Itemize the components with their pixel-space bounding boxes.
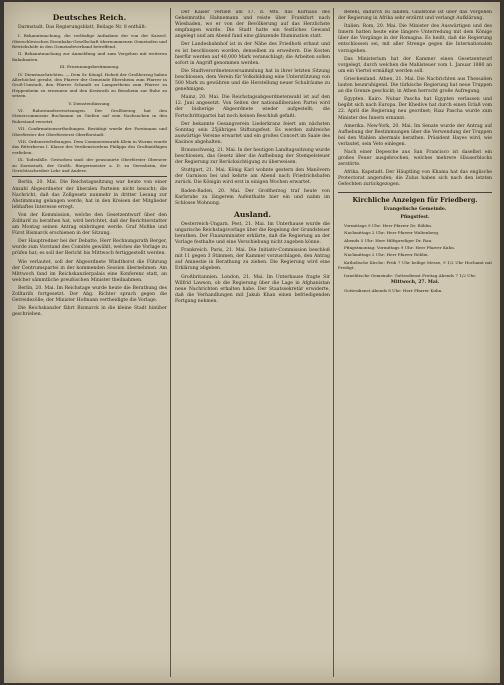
- article-paragraph: Berlin, 20. Mai. Im Reichstage wurde heute die Berathung des Zolltarifs fortgesetzt. Der Abg. Richter sprach gegen die Getreidezölle; der Minister Hofmann vertheidigte die Vorlage.: [12, 285, 167, 304]
- article-paragraph: Frankreich. Paris, 21. Mai. Die Initiativ-Commission beschloß mit 11 gegen 3 Stimmen, der Kammer vorzuschlagen, den Antrag auf Amnestie in Berathung zu ziehen. Die Regierung wird eine Erklärung abgeben.: [175, 248, 330, 272]
- newspaper-page: [4, 2, 500, 683]
- article-paragraph: Braunschweig, 21. Mai. In der heutigen Landtagssitzung wurde beschlossen, das Gesetz über die Aufhebung der Stempelsteuer der Regierung zur Berücksichtigung zu überweisen.: [175, 147, 330, 166]
- article-paragraph: Oesterreich-Ungarn. Pest, 21. Mai. Im Unterhause wurde die ungarische Reichstagsvorlage über die Regelung der Grundsteuer berathen. Der Finanzminister erklärte, daß die Regierung an der Vorlage festhalte und eine Verschiebung nicht zugeben könne.: [175, 221, 330, 246]
- article-item: IV. Dienstnachrichten. — Dem Sr. Königl. Hoheit der Großherzog haben Allerhöchst geruht, den Pfarrer der Gemeinde Ebersheim zum Pfarrer in Groß-Umstadt, den Pfarrer Schmidt zu Lampertheim zum Pfarrer zu Heppenheim zu ernennen und den Kreisrath zu Bensheim zur Ruhe zu setzen.: [12, 71, 167, 99]
- article-paragraph: Mainz, 20. Mai. Die Reichstagsabgeordnetenwahl ist auf den 12. Juni angesetzt. Von Seiten der nationalliberalen Partei wird der bisherige Abgeordnete wieder aufgestellt; die Fortschrittspartei hat noch keinen Beschluß gefaßt.: [175, 95, 330, 119]
- article-paragraph: Italien. Rom, 20. Mai. Die Minister des Auswärtigen und des Innern hatten heute eine längere Unterredung mit dem Könige über die Vorgänge in der Romagna. Es heißt, daß die Regierung entschlossen sei, mit aller Strenge gegen die Internationalen vorzugehen.: [338, 24, 492, 54]
- article-paragraph: Die Reichskanzler fährt Bismarck in die kleine Stadt hinüber geschrieben.: [12, 306, 167, 318]
- article-paragraph: Stuttgart, 21. Mai. König Karl wohnte gestern den Manövern der Garnison bei und kehrte am Abend nach Friedrichshafen zurück. Die Königin wird erst in einigen Wochen erwartet.: [175, 168, 330, 186]
- column-rule: [333, 8, 334, 677]
- article-paragraph: Berlin, 20. Mai. Die Reichstagssitzung war heute von einer Anzahl Abgeordneter der liberalen Parteien nicht besucht; die Nachricht, daß das Zollgesetz nunmehr in dritter Lesung zur Abstimmung gelangen werde, hat in den Kreisen der Mitglieder lebhaftes Interesse erregt.: [12, 180, 167, 210]
- article-paragraph: Egypten. Kairo. Nubar Pascha hat Egypten verlassen und begibt sich nach Europa. Der Khedive hat durch einen Erlaß vom 22. April die Regierung neu geordnet; Riaz Pascha wurde zum Minister des Innern ernannt.: [338, 97, 492, 121]
- article-item: II. Bekanntmachung zur Anmeldung und zum Vorgehen mit weiteren Bahnbauten.: [12, 51, 167, 62]
- article-paragraph: Nach einer Depesche aus San Francisco ist daselbst ein großes Feuer ausgebrochen, welches mehrere Häuserblocks zerstörte.: [338, 149, 492, 168]
- article-paragraph: Großbritannien. London, 21. Mai. Im Unterhause fragte Sir Wilfrid Lawson, ob die Regierung über die Lage in Afghanistan neue Nachrichten erhalten habe. Der Staatssekretär erwiderte, daß die Verhandlungen mit Jakub Khan einen befriedigenden Fortgang nehmen.: [175, 274, 330, 304]
- article-item: IX. Todesfälle. Gestorben sind: der pensionirte Oberförster Oberseer zu Darmstadt, der Großh. Bürgermeister a. D. zu Gernsheim, der Gerichtsschreiber Lehr und Andere.: [12, 157, 167, 174]
- notices-subheading: Evangelische Gemeinde.: [383, 206, 447, 212]
- notices-day: Pfingstfest.: [400, 214, 430, 220]
- article-paragraph: Der bekannte Gesangverein Liederkranz feiert am nächsten Sonntag sein 25jähriges Stiftungsfest. Es werden zahlreiche auswärtige Vereine erwartet und ein großes Concert im Saale des Kasinos abgehalten.: [175, 121, 330, 145]
- column-right: [338, 10, 492, 675]
- notice-line: Abends 5 Uhr: Herr Hilfsprediger Dr. Rau.: [344, 237, 433, 243]
- article-paragraph: Wie verlautet, soll der Abgeordnete Windthorst die Führung der Centrumspartei in der kommenden Session übernehmen. Am Mittwoch fand im Reichskanzlerpalais eine Konferenz statt, an welcher sämmtliche preußischen Minister theilnahmen.: [12, 259, 167, 283]
- divider: [12, 176, 167, 177]
- notice-line: Nachmittags 2 Uhr: Herr Pfarrer Röhlin.: [344, 252, 429, 258]
- section-heading: Deutsches Reich.: [52, 13, 127, 22]
- article-paragraph: Griechenland. Athen, 21. Mai. Die Nachrichten aus Thessalien lauten beunruhigend. Die türkische Regierung hat neue Truppen an die Grenze geschickt; in Athen herrscht große Aufregung.: [338, 76, 492, 95]
- notices-heading: Kirchliche Anzeigen für Friedberg.: [352, 195, 478, 204]
- column-left: [12, 10, 167, 675]
- article-item: VII. Confirmationsertheilungen. Bestätigt wurde der Forstmann und Oberförster der Oberförsterei Oberflorstadt.: [12, 126, 167, 137]
- notices-footer: Gottesdienst Abends 8 Uhr: Herr Pfarrer Kuhn.: [344, 288, 443, 294]
- notices-footer-day: Mittwoch, 27. Mai.: [390, 279, 440, 285]
- article-paragraph: Der Landesbahnhof ist in der Nähe des Friedhofs erbaut und es ist beschlossen worden, denselben zu erweitern. Die Kosten hierfür werden auf 40,000 Mark veranschlagt; die Arbeiten sollen sofort in Angriff genommen werden.: [175, 42, 330, 66]
- article-lead: Befehl, dadurch zu landen. Gladstone ist über das Vorgehen der Regierung in Afrika sehr erzürnt und verlangt Aufklärung.: [338, 10, 492, 22]
- column-rule: [170, 8, 171, 677]
- article-item: VIII. Ordensverleihungen. Dem Commerzienrath Klein in Worms wurde das Ritterkreuz I. Klasse des Verdienstordens Philipps des Großmüthigen verliehen.: [12, 139, 167, 155]
- article-paragraph: Die Stadtverordnetenversammlung hat in ihrer letzten Sitzung beschlossen, dem Verein für Volksbildung eine Unterstützung von 500 Mark zu gewähren und die Herstellung neuer Schulräume zu genehmigen.: [175, 68, 330, 93]
- notice-line: Israelitische Gemeinde: Gottesdienst Freitag Abends 7 1/2 Uhr.: [344, 272, 477, 278]
- notice-line: Nachmittags 2 Uhr: Herr Pfarrer Waltenberg.: [344, 230, 440, 236]
- section-heading: Ausland.: [234, 209, 271, 219]
- article-lead: Der Kaiser verließ am 17. d. Mts. das Kurhaus des Geheimraths Hahnemann und reiste über Frankfurt nach Wiesbaden, wo er von der Bevölkerung auf das Herzlichste empfangen wurde. Die Stadt hatte ein festliches Gewand angelegt und am Abend fand eine glänzende Illumination statt.: [175, 10, 330, 40]
- notice-line: Pfingstmontag: Vormittags 9 Uhr: Herr Pfarrer Kuhn.: [344, 244, 456, 250]
- article-item: I. Bekanntmachung, die vorläufige Aufnahme der von der Kaiserl. Oberschlesischen Eisenbahn-Gesellschaft übernommenen Gemeinden und Betriebshöfe in den Gemeindeverband betreffend.: [12, 33, 167, 49]
- article-paragraph: Afrika. Kapstadt. Der Häuptling von Khama hat das englische Protectorat angerufen; die Zulus haben sich nach den letzten Gefechten zurückgezogen.: [338, 170, 492, 188]
- divider: [338, 192, 492, 193]
- article-lead: Darmstadt. Das Regierungsblatt, Beilage Nr. 8 enthält:: [18, 25, 147, 30]
- article-item: III. Ernennungsbestimmung.: [59, 64, 120, 70]
- article-paragraph: Baden-Baden, 20. Mai. Der Großherzog traf heute von Karlsruhe zu längerem Aufenthalte hier ein und nahm im Schlosse Wohnung.: [175, 188, 330, 206]
- article-item: VI. Ruhestandsversetzungen. Der Großherzog hat den Steuercommissär Buchmann zu Gießen auf sein Nachsuchen in den Ruhestand versetzt.: [12, 107, 167, 124]
- notice-line: Vormittags 9 Uhr: Herr Pfarrer Dr. Röhlin.: [344, 222, 433, 228]
- article-paragraph: Der Hauptredner bei der Debatte, Herr Rechnungsrath Berger, wurde zum Vorstand des Comités gewählt, welches die Vorlage zu prüfen hat; es soll der Bericht bis Mittwoch fertiggestellt werden.: [12, 239, 167, 257]
- article-paragraph: Das Ministerium hat der Kammer einen Gesetzentwurf vorgelegt, durch welchen die Mahlsteuer vom 1. Januar 1880 an um ein Viertel ermäßigt werden soll.: [338, 56, 492, 74]
- notice-line: Katholische Kirche: Früh 7 Uhr heilige Messe, 9 1/2 Uhr Hochamt mit Predigt.: [338, 259, 492, 271]
- article-paragraph: Von der Kommission, welche den Gesetzentwurf über den Zolltarif zu berathen hat, wird berichtet, daß der Berichterstatter am Montag seinen Antrag einbringen werde. Graf Moltke und Fürst Bismarck erschienen in der Sitzung.: [12, 212, 167, 237]
- column-middle: [175, 10, 330, 675]
- article-paragraph: Amerika. New-York, 20. Mai. Im Senate wurde der Antrag auf Aufhebung der Bestimmungen über die Verwendung der Truppen bei den Wahlen abermals berathen. Präsident Hayes wird, wie verlautet, sein Veto einlegen.: [338, 123, 492, 147]
- article-item: V. Dienstentlassung.: [68, 100, 111, 106]
